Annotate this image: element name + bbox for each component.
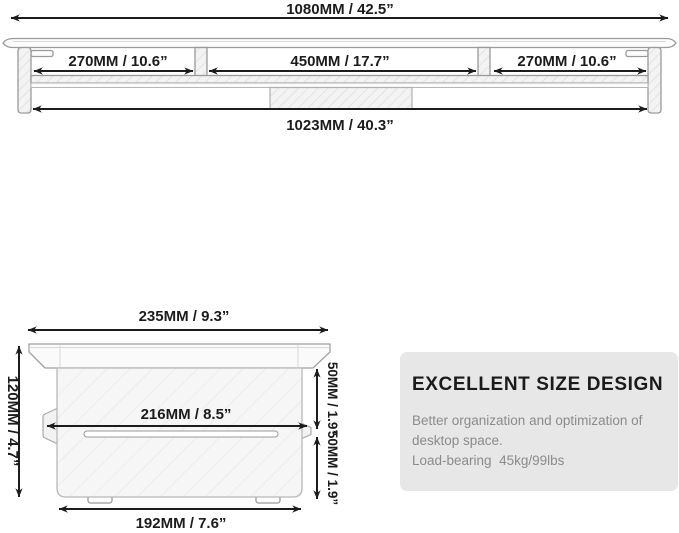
side-view bbox=[4, 308, 340, 532]
dim-label-left-section: 270MM / 10.6” bbox=[68, 53, 168, 70]
info-panel bbox=[400, 352, 678, 491]
dim-label-top-width: 235MM / 9.3” bbox=[138, 308, 230, 325]
front-shelf-front-edge bbox=[31, 83, 648, 88]
info-panel-line: Load-bearing 45kg/99lbs bbox=[412, 453, 565, 468]
dim-label-right-section: 270MM / 10.6” bbox=[517, 53, 617, 70]
front-top-board bbox=[3, 39, 676, 48]
front-left-bracket bbox=[31, 51, 53, 57]
dim-label-lower-clearance: 50MM / 1.9” bbox=[325, 430, 340, 506]
info-panel-line: Better organization and optimization of bbox=[412, 413, 643, 428]
front-center-support-block bbox=[270, 88, 412, 110]
dim-label-bottom-width: 192MM / 7.6” bbox=[135, 515, 227, 532]
dim-label-inner-width: 1023MM / 40.3” bbox=[286, 117, 394, 134]
info-panel-line: desktop space. bbox=[412, 433, 503, 448]
front-divider-left bbox=[195, 48, 207, 77]
dim-label-center-section: 450MM / 17.7” bbox=[290, 53, 390, 70]
dim-label-overall-height: 120MM / 4.7” bbox=[4, 375, 21, 467]
front-right-leg bbox=[648, 48, 661, 114]
dim-label-side-inner-width: 216MM / 8.5” bbox=[140, 406, 232, 423]
dim-label-overall-width: 1080MM / 42.5” bbox=[286, 1, 394, 18]
info-panel-title: EXCELLENT SIZE DESIGN bbox=[412, 374, 664, 395]
front-shelf-surface bbox=[31, 76, 648, 84]
front-left-leg bbox=[18, 48, 31, 114]
front-divider-right bbox=[478, 48, 490, 77]
info-panel-body bbox=[412, 411, 666, 471]
front-view bbox=[3, 1, 676, 134]
dim-label-upper-clearance: 50MM / 1.9” bbox=[325, 361, 340, 437]
front-right-bracket bbox=[626, 51, 648, 57]
side-drawer-slot bbox=[84, 431, 278, 437]
